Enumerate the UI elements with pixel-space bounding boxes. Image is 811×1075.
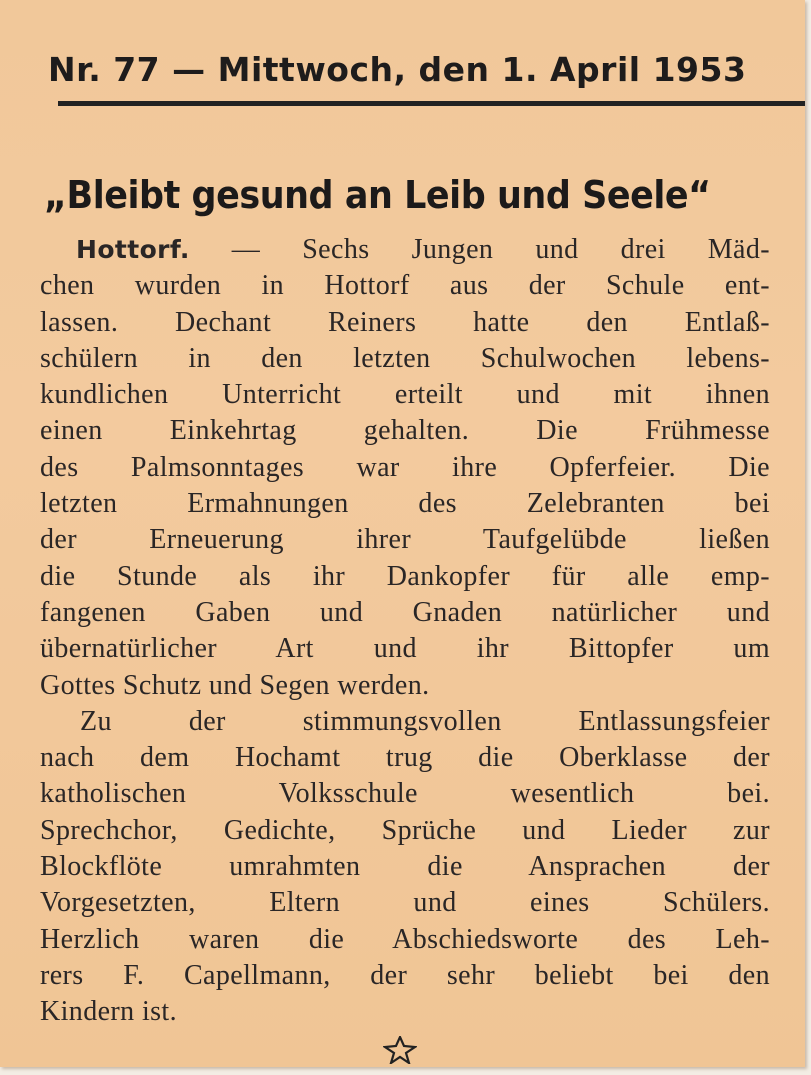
article-line: Blockflöte umrahmten die Ansprachen der xyxy=(40,851,770,883)
article-line: einen Einkehrtag gehalten. Die Frühmesse xyxy=(40,415,770,447)
article-line: letzten Ermahnungen des Zelebranten bei xyxy=(40,488,770,520)
issue-dateline: Nr. 77 — Mittwoch, den 1. April 1953 xyxy=(48,50,747,89)
article-line: lassen. Dechant Reiners hatte den Entlaß- xyxy=(40,306,770,338)
article-line: Vorgesetzten, Eltern und eines Schülers. xyxy=(40,887,770,919)
article-body xyxy=(40,232,770,1031)
article-line: katholischen Volksschule wesentlich bei. xyxy=(40,778,770,810)
article-line: Gottes Schutz und Segen werden. xyxy=(40,669,430,701)
article-line: fangenen Gaben und Gnaden natürlicher und xyxy=(40,596,770,628)
article-line: chen wurden in Hottorf aus der Schule ent- xyxy=(40,270,770,302)
article-line-text: — Sechs Jungen und drei Mäd- xyxy=(231,234,770,265)
article-line: Herzlich waren die Abschiedsworte des Leh- xyxy=(40,923,770,955)
article-line xyxy=(40,232,770,268)
article-line: nach dem Hochamt trug die Oberklasse der xyxy=(40,742,770,774)
article-line: Kindern ist. xyxy=(40,996,178,1028)
article-line: schülern in den letzten Schulwochen lebens- xyxy=(40,342,770,374)
article-line: rers F. Capellmann, der sehr beliebt bei den xyxy=(40,959,770,991)
article-line: Sprechchor, Gedichte, Sprüche und Lieder zur xyxy=(40,814,770,846)
article-line xyxy=(40,704,770,740)
article-place: Hottorf. xyxy=(76,235,190,264)
article-line: übernatürlicher Art und ihr Bittopfer um xyxy=(40,633,770,665)
article-line: der Erneuerung ihrer Taufgelübde ließen xyxy=(40,524,770,556)
article-headline: „Bleibt gesund an Leib und Seele“ xyxy=(44,173,711,217)
article-line: des Palmsonntages war ihre Opferfeier. Die xyxy=(40,451,770,483)
article-line-text: Zu der stimmungsvollen Entlassungsfeier xyxy=(80,705,770,737)
article-line: kundlichen Unterricht erteilt und mit ihnen xyxy=(40,379,770,411)
article-line: die Stunde als ihr Dankopfer für alle emp- xyxy=(40,560,770,592)
star-icon xyxy=(383,1036,417,1064)
header-rule xyxy=(58,101,805,106)
